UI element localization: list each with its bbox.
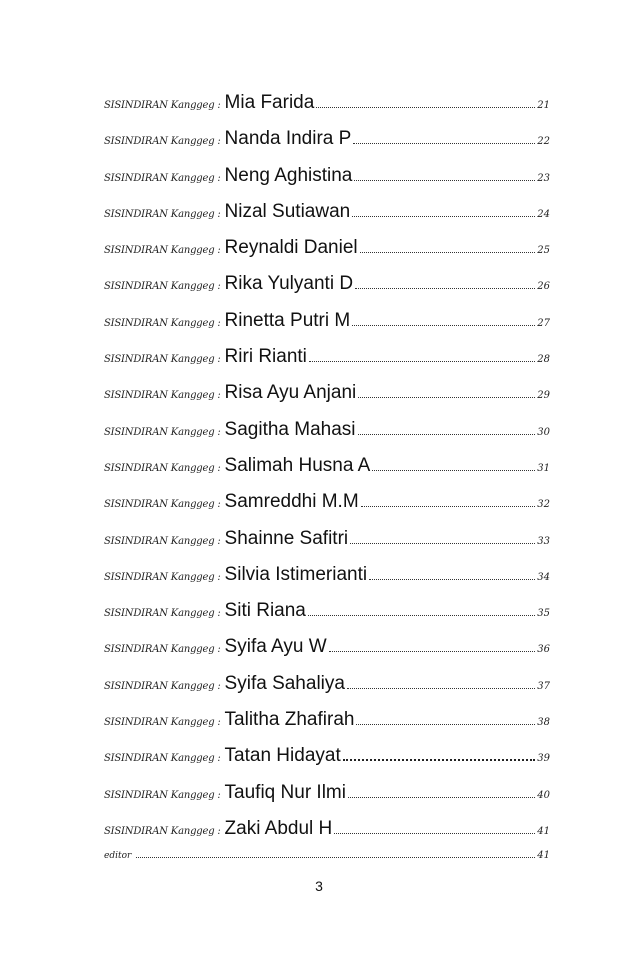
entry-page-number: 23 [537,172,550,184]
entry-prefix: SISINDIRAN Kanggeg : [104,208,221,220]
entry-author-name: Nizal Sutiawan [224,200,351,222]
dot-leader [372,470,535,471]
entry-prefix: SISINDIRAN Kanggeg : [104,825,221,837]
entry-author-name: Tatan Hidayat [224,745,341,767]
entry-author-name: Risa Ayu Anjani [224,382,357,404]
entry-page-number: 25 [537,245,550,257]
entry-author-name: Shainne Safitri [224,527,349,549]
entry-prefix: SISINDIRAN Kanggeg : [104,462,221,474]
dot-leader [334,833,535,834]
dot-leader [347,688,535,689]
entry-author-name: Syifa Sahaliya [224,672,345,694]
entry-prefix: SISINDIRAN Kanggeg : [104,100,221,111]
entry-prefix: SISINDIRAN Kanggeg : [104,172,221,184]
dot-leader [350,543,535,544]
entry-prefix: SISINDIRAN Kanggeg : [104,644,221,656]
toc-entry [104,709,550,745]
toc-entry [104,237,550,273]
dot-leader [329,651,536,652]
toc-entry [104,673,550,709]
dot-leader [309,361,535,362]
entry-prefix: SISINDIRAN Kanggeg : [104,317,221,329]
dot-leader [356,724,535,725]
entry-author-name: Sagitha Mahasi [224,418,356,440]
entry-page-number: 26 [537,281,550,293]
toc-entry [104,128,550,164]
entry-page-number: 32 [537,499,550,511]
dot-leader [369,579,535,580]
toc-entries [104,92,550,854]
entry-author-name: Riri Rianti [224,346,307,368]
toc-entry [104,273,550,309]
toc-entry [104,92,550,128]
dot-leader [308,615,535,616]
toc-entry [104,165,550,201]
dot-leader [136,857,535,858]
entry-prefix: SISINDIRAN Kanggeg : [104,245,221,257]
toc-entry [104,745,550,781]
toc-entry [104,636,550,672]
entry-page-number: 38 [537,717,550,729]
dot-leader [348,797,535,798]
entry-prefix: SISINDIRAN Kanggeg : [104,281,221,293]
entry-author-name: Siti Riana [224,600,306,622]
entry-prefix: SISINDIRAN Kanggeg : [104,535,221,547]
dot-leader [353,143,535,144]
entry-author-name: Zaki Abdul H [224,817,333,839]
entry-author-name: Salimah Husna A [224,454,371,476]
entry-author-name: Nanda Indira P [224,128,352,150]
toc-editor-row [104,850,550,872]
dot-leader [343,759,536,761]
entry-page-number: 33 [537,535,550,547]
toc-entry [104,201,550,237]
dot-leader [354,180,535,181]
dot-leader [352,216,535,217]
toc-entry [104,419,550,455]
entry-page-number: 40 [537,789,550,801]
entry-author-name: Reynaldi Daniel [224,237,358,259]
toc-entry [104,346,550,382]
entry-page-number: 36 [537,644,550,656]
entry-page-number: 21 [537,100,550,111]
toc-entry [104,528,550,564]
entry-author-name: Rika Yulyanti D [224,273,354,295]
entry-page-number: 39 [537,753,550,765]
toc-entry [104,600,550,636]
entry-prefix: SISINDIRAN Kanggeg : [104,390,221,402]
entry-page-number: 28 [537,354,550,366]
dot-leader [358,397,535,398]
table-of-contents [104,92,550,872]
entry-page-number: 34 [537,571,550,583]
toc-entry [104,455,550,491]
entry-author-name: Neng Aghistina [224,164,353,186]
entry-prefix: SISINDIRAN Kanggeg : [104,717,221,729]
page-number: 3 [315,878,323,894]
entry-page-number: 31 [537,462,550,474]
entry-prefix: SISINDIRAN Kanggeg : [104,426,221,438]
entry-page-number: 35 [537,608,550,620]
entry-prefix: SISINDIRAN Kanggeg : [104,354,221,366]
entry-prefix: SISINDIRAN Kanggeg : [104,499,221,511]
dot-leader [358,434,536,435]
toc-entry [104,310,550,346]
editor-label: editor [104,851,132,862]
editor-page-number: 41 [537,850,550,862]
entry-author-name: Taufiq Nur Ilmi [224,781,346,803]
toc-entry [104,818,550,854]
toc-entry [104,782,550,818]
dot-leader [316,107,535,108]
entry-prefix: SISINDIRAN Kanggeg : [104,136,221,148]
entry-page-number: 24 [537,208,550,220]
entry-page-number: 30 [537,426,550,438]
entry-prefix: SISINDIRAN Kanggeg : [104,571,221,583]
entry-page-number: 41 [537,825,550,837]
entry-author-name: Silvia Istimerianti [224,563,368,585]
toc-entry [104,382,550,418]
dot-leader [361,506,536,507]
entry-page-number: 37 [537,680,550,692]
entry-author-name: Talitha Zhafirah [224,709,355,731]
entry-author-name: Mia Farida [224,92,315,113]
entry-page-number: 22 [537,136,550,148]
toc-entry [104,564,550,600]
entry-author-name: Syifa Ayu W [224,636,327,658]
entry-author-name: Rinetta Putri M [224,309,351,331]
dot-leader [355,288,535,289]
entry-prefix: SISINDIRAN Kanggeg : [104,608,221,620]
entry-prefix: SISINDIRAN Kanggeg : [104,753,221,765]
toc-entry [104,491,550,527]
dot-leader [352,325,535,326]
entry-page-number: 27 [537,317,550,329]
entry-page-number: 29 [537,390,550,402]
entry-author-name: Samreddhi M.M [224,491,359,513]
entry-prefix: SISINDIRAN Kanggeg : [104,680,221,692]
entry-prefix: SISINDIRAN Kanggeg : [104,789,221,801]
dot-leader [360,252,536,253]
